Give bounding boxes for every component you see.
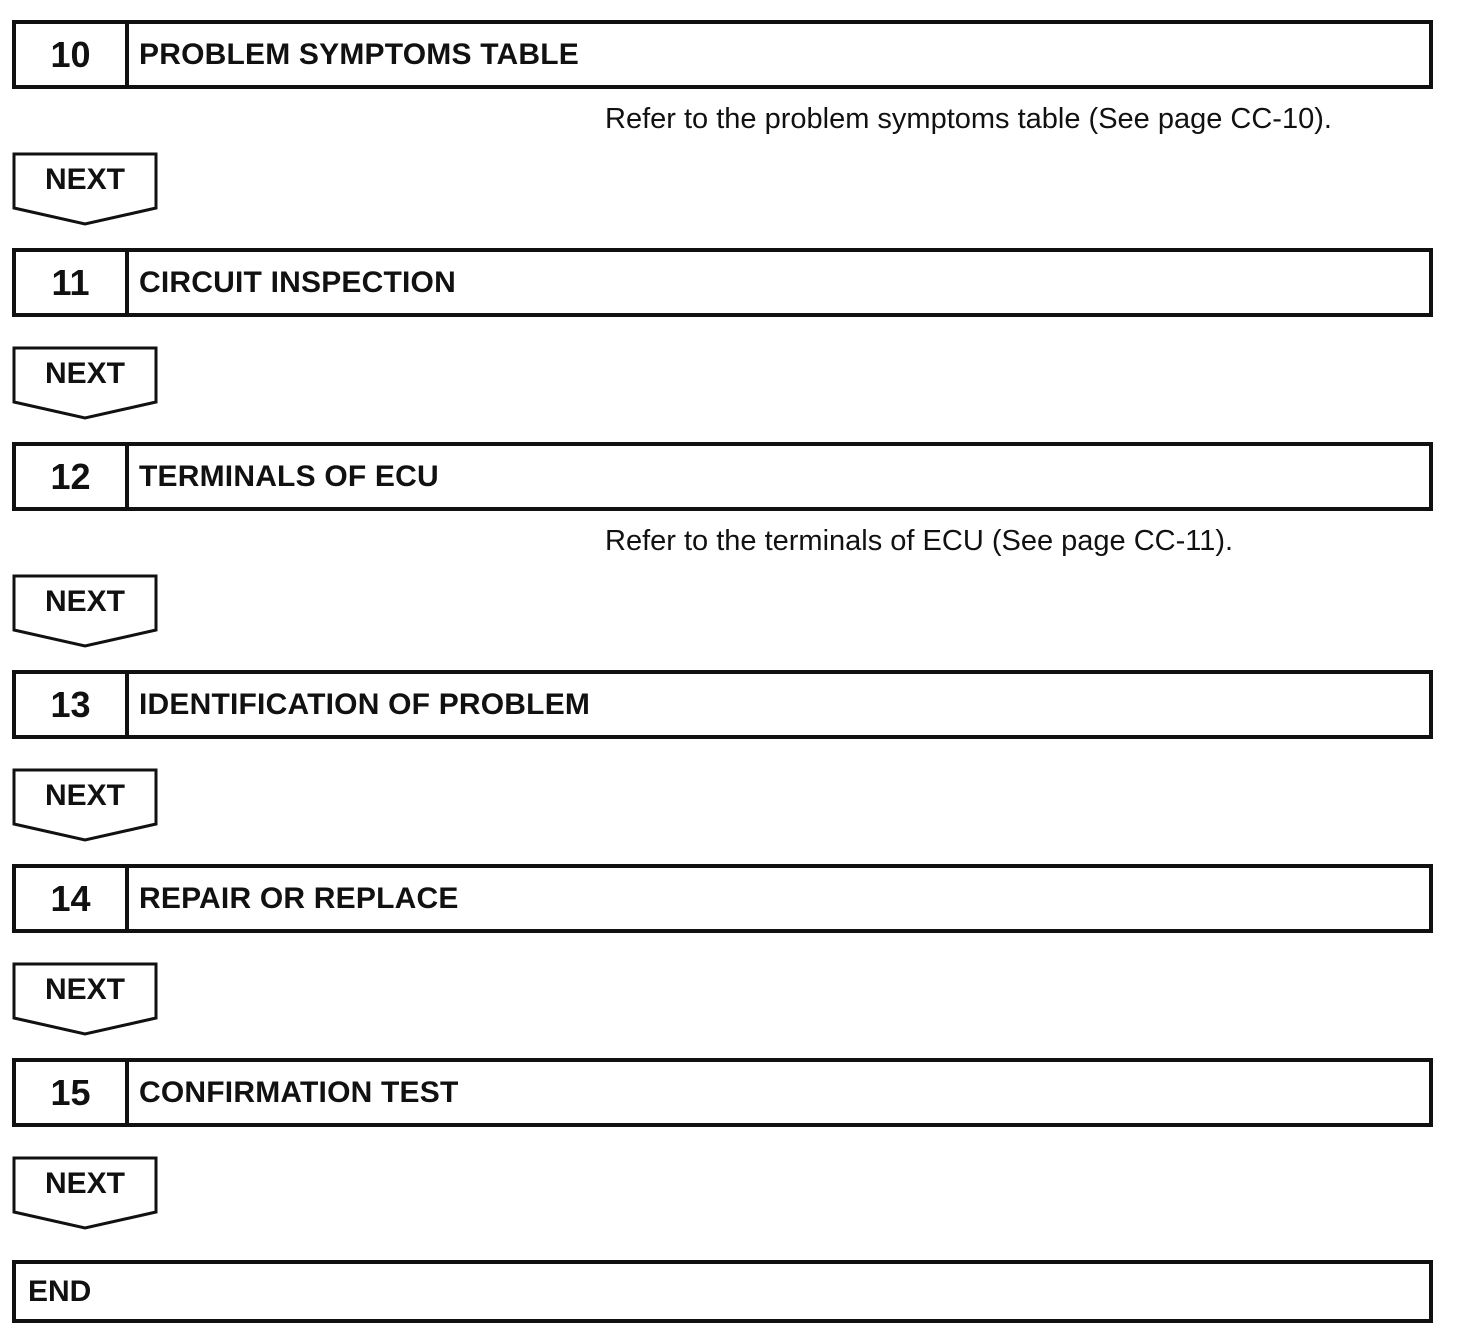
next-label: NEXT (44, 779, 125, 812)
step-number: 13 (16, 674, 129, 735)
next-arrow-5 (12, 962, 160, 1038)
next-label: NEXT (44, 163, 125, 196)
next-label: NEXT (44, 585, 125, 618)
next-label: NEXT (44, 973, 125, 1006)
next-arrow-1 (12, 152, 160, 228)
step-10-note: Refer to the problem symptoms table (See page CC-10). (605, 103, 1332, 135)
step-number: 10 (16, 24, 129, 85)
next-label: NEXT (44, 357, 125, 390)
end-box: END (12, 1260, 1433, 1323)
step-11-box (12, 248, 1433, 317)
step-title: PROBLEM SYMPTOMS TABLE (139, 37, 579, 71)
step-number: 14 (16, 868, 129, 929)
step-title: CONFIRMATION TEST (139, 1075, 459, 1109)
step-title: TERMINALS OF ECU (139, 459, 439, 493)
step-13-box (12, 670, 1433, 739)
next-arrow-6 (12, 1156, 160, 1232)
step-title: CIRCUIT INSPECTION (139, 265, 456, 299)
next-arrow-4 (12, 768, 160, 844)
next-arrow-2 (12, 346, 160, 422)
step-number: 12 (16, 446, 129, 507)
step-title: IDENTIFICATION OF PROBLEM (139, 687, 591, 721)
step-14-box (12, 864, 1433, 933)
step-number: 11 (16, 252, 129, 313)
next-arrow-3 (12, 574, 160, 650)
step-12-box (12, 442, 1433, 511)
step-title: REPAIR OR REPLACE (139, 881, 459, 915)
step-10-box (12, 20, 1433, 89)
step-12-note: Refer to the terminals of ECU (See page CC-11). (605, 525, 1234, 557)
step-number: 15 (16, 1062, 129, 1123)
step-15-box (12, 1058, 1433, 1127)
next-label: NEXT (44, 1167, 125, 1200)
